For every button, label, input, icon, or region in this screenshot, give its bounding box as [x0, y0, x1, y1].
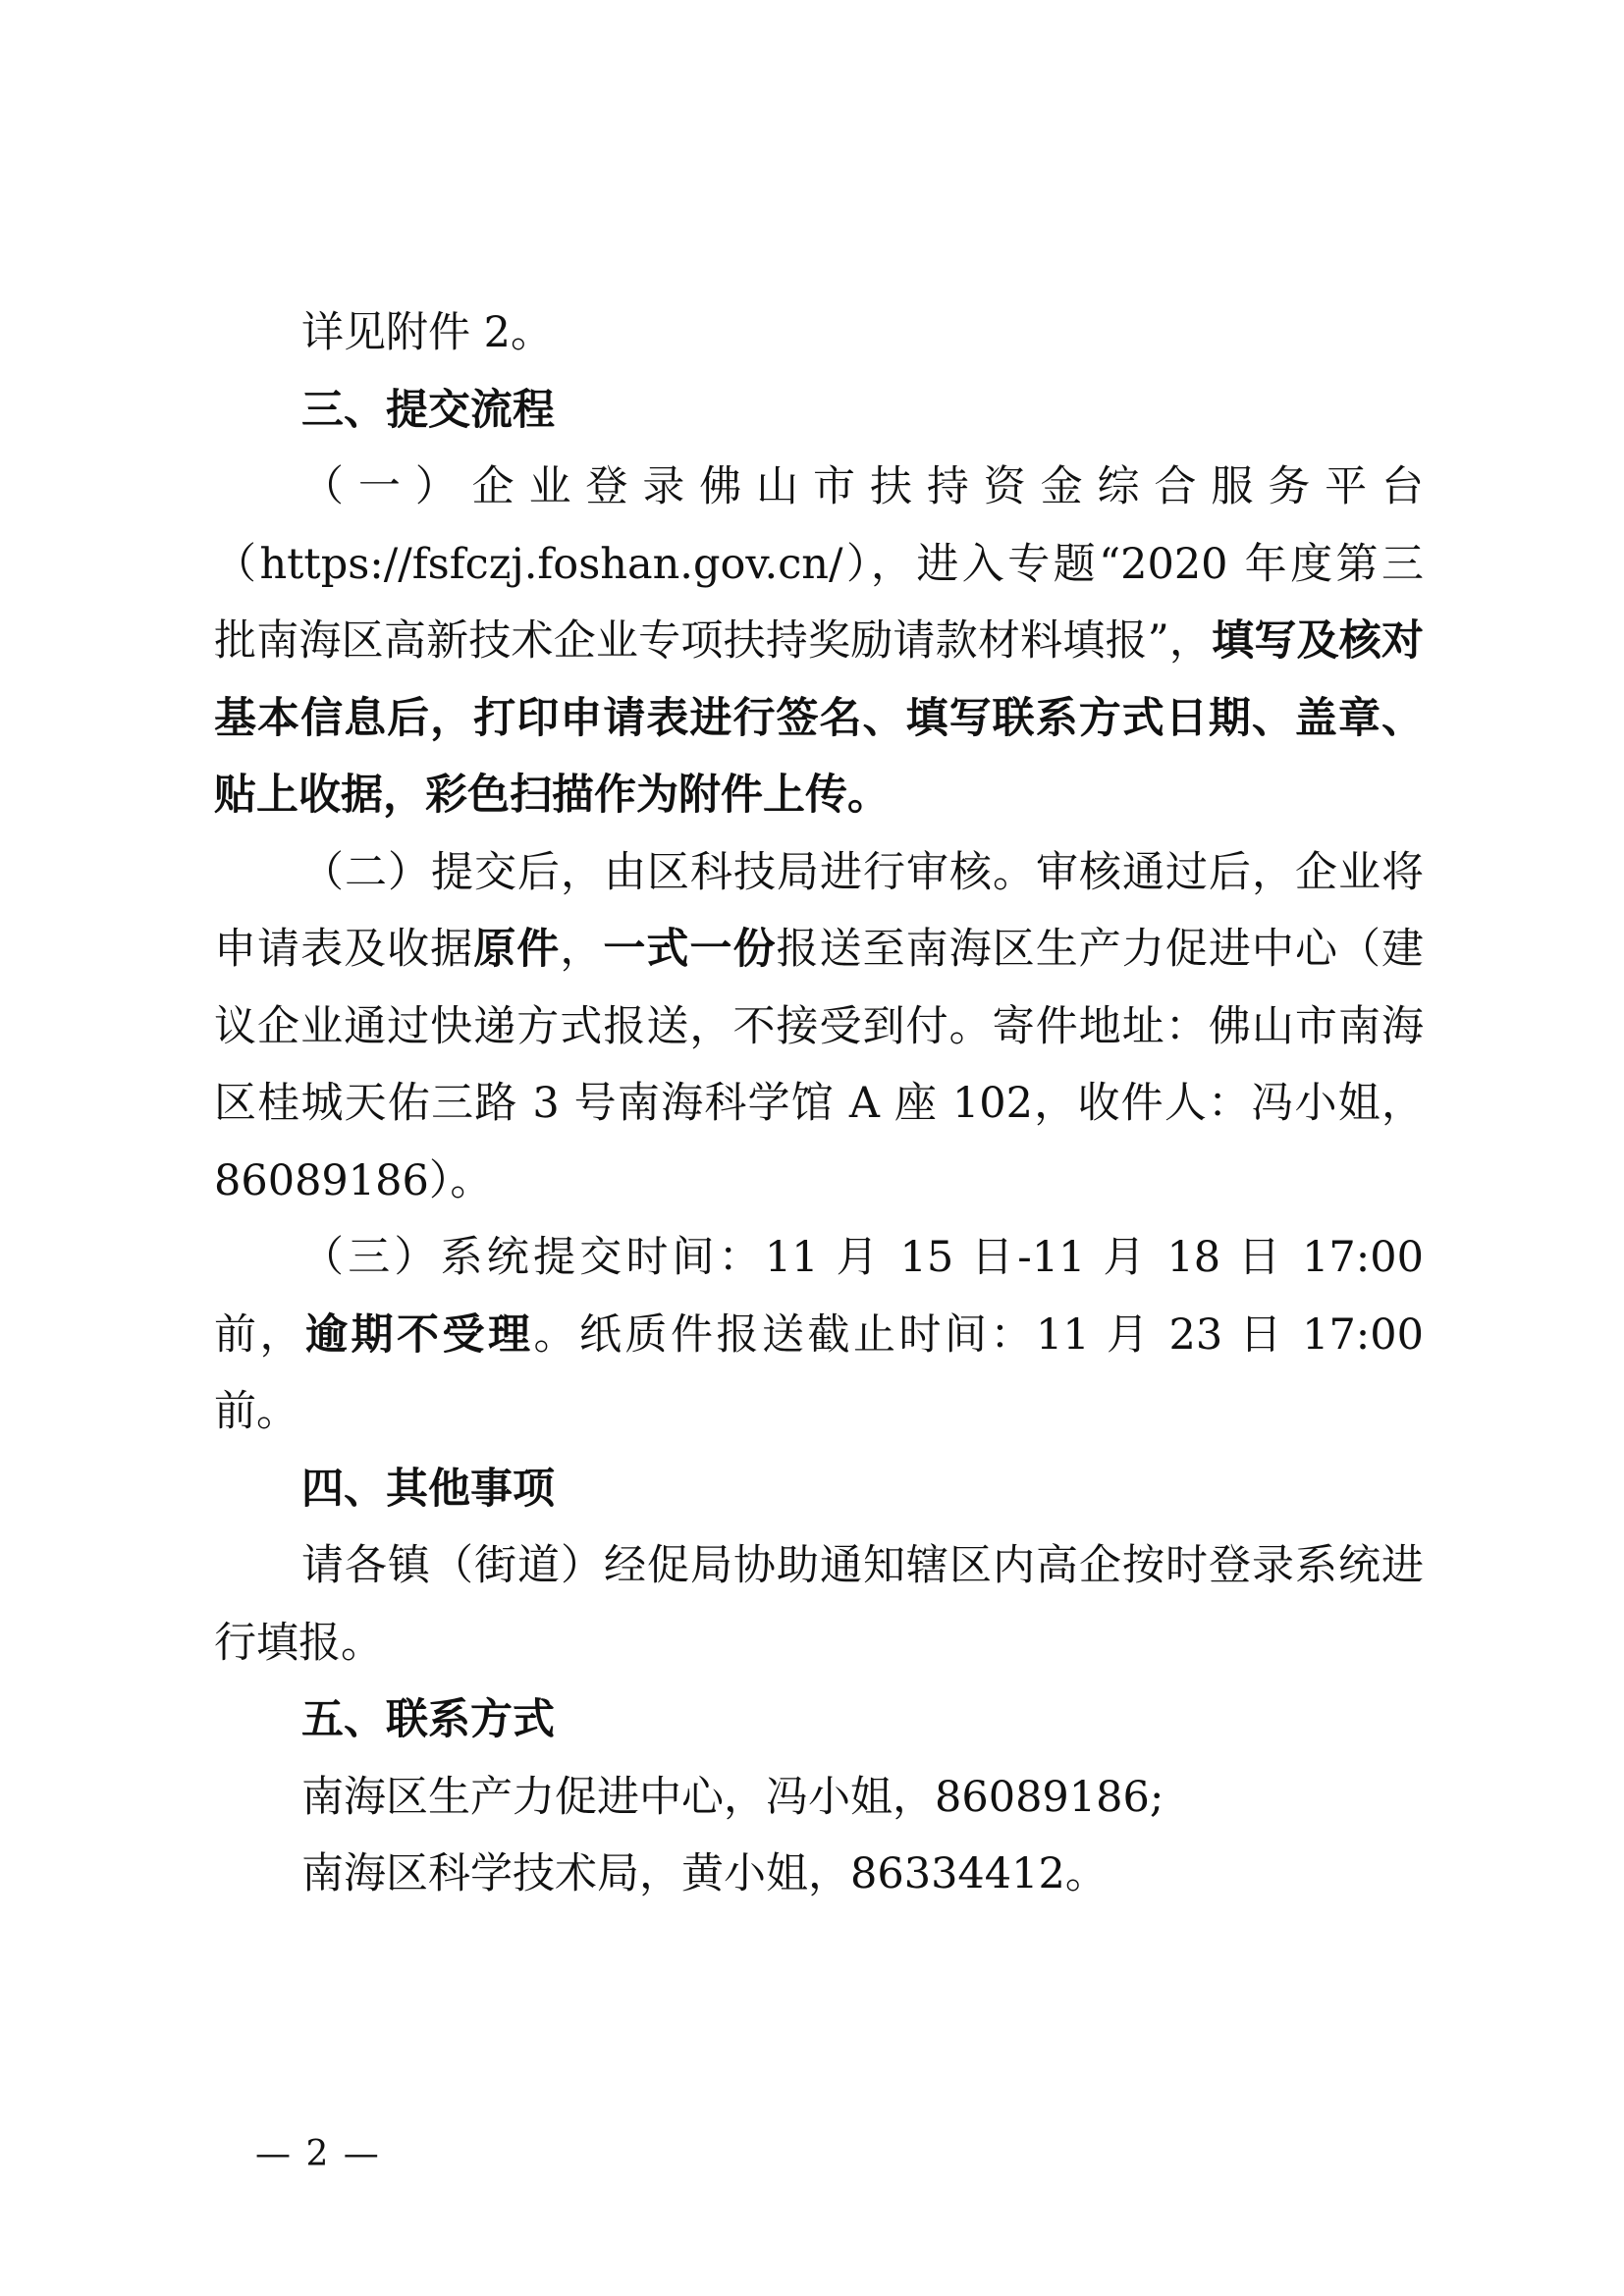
item-2-bold-b: 一式一份	[603, 925, 777, 974]
section-3-item-2	[214, 834, 1424, 1220]
section-3-item-1	[214, 449, 1424, 834]
item-3-text-b: 。纸质件报送截止时间：11 月 23 日 17:00 前。	[214, 1309, 1425, 1436]
item-1-text: （一）企业登录佛山市扶持资金综合服务平台（https://fsfczj.foshan.gov.cn/），进入专题“2020 年度第三批南海区高新技术企业专项扶持奖励请款材料填报”，	[214, 462, 1424, 666]
section-4-heading: 四、其他事项	[301, 1464, 555, 1514]
document-body	[214, 294, 1424, 1913]
section-3-item-3	[214, 1219, 1424, 1451]
contact-line-1: 南海区生产力促进中心，冯小姐，86089186;	[301, 1772, 1164, 1822]
section-5-heading: 五、联系方式	[301, 1695, 555, 1744]
item-2-text-a: （二）提交后，由区科技局进行审核。审核通过后，企业将申请表及收据	[214, 847, 1424, 974]
item-2-text-b: ，	[560, 925, 604, 974]
item-1-bold-text: 填写及核对基本信息后，打印申请表进行签名、填写联系方式日期、盖章、贴上收据，彩色扫描作为附件上传。	[214, 616, 1424, 820]
item-2-bold-a: 原件	[473, 925, 561, 974]
contact-line-2: 南海区科学技术局，黄小姐，86334412。	[301, 1849, 1108, 1898]
item-3-bold: 逾期不受理	[305, 1309, 534, 1360]
section-4-text: 请各镇（街道）经促局协助通知辖区内高企按时登录系统进行填报。	[214, 1541, 1424, 1668]
continuation-line: 详见附件 2。	[301, 308, 554, 357]
item-3-text-a: （三）系统提交时间：11 月 15 日-11 月 18 日 17:00 前，	[214, 1233, 1424, 1360]
item-2-text-c: 报送至南海区生产力促进中心（建议企业通过快递方式报送，不接受到付。寄件地址：佛山市南海区桂城天佑三路 3 号南海科学馆 A 座 102，收件人：冯小姐，86089186）。	[214, 925, 1425, 1205]
page-number: — 2 —	[255, 2134, 381, 2174]
section-3-heading: 三、提交流程	[301, 385, 555, 435]
